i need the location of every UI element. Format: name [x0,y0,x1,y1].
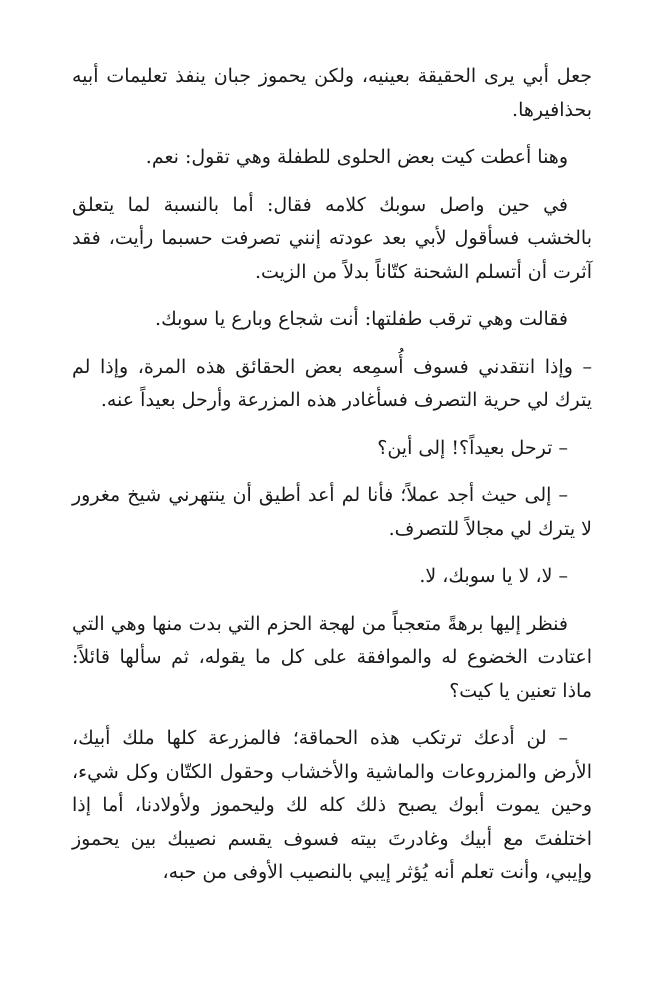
paragraph-narration: فنظر إليها برهةً متعجباً من لهجة الحزم التي بدت منها وهي التي اعتادت الخضوع له والموافقة على كل ما يقوله، ثم سألها قائلاً: ماذا تعنين يا كيت؟ [72,612,592,702]
paragraph-4: فقالت وهي ترقب طفلتها: أنت شجاع وبارع يا سوبك. [155,308,568,330]
paragraph-2: وهنا أعطت كيت بعض الحلوى للطفلة وهي تقول: نعم. [145,146,568,168]
dialog-line-5: – لن أدعك ترتكب هذه الحماقة؛ فالمزرعة كلها ملك أبيك، الأرض والمزروعات والماشية والأخشاب وحقول الكتّان وكل شيء، وحين يموت أبوك يصبح ذلك كله لك وليحموز ولأولادنا، أما إذا اختلفتَ مع أبيك وغادرتَ بيته فسوف يقسم نصيبك بين يحموز وإيبي، وأنت تعلم أنه يُؤثر إيبي بالنصيب الأوفى من حبه، [72,727,592,883]
book-page [72,60,592,904]
paragraph-1: جعل أبي يرى الحقيقة بعينيه، ولكن يحموز جبان ينفذ تعليمات أبيه بحذافيرها. [72,65,592,121]
dialog-line-4: – لا، لا يا سوبك، لا. [419,565,568,587]
dialog-line-2: – ترحل بعيداً؟! إلى أين؟ [377,436,568,459]
paragraph-3: في حين واصل سوبك كلامه فقال: أما بالنسبة لما يتعلق بالخشب فسأقول لأبي بعد عودته إنني تصرفت حسبما رأيت، فقد آثرت أن أتسلم الشحنة كتّاناً بدلاً من الزيت. [72,193,592,283]
dialog-line-3: – إلى حيث أجد عملاً؛ فأنا لم أعد أطيق أن ينتهرني شيخ مغرور لا يترك لي مجالاً للتصرف. [72,484,592,540]
dialog-line-1: – وإذا انتقدني فسوف أُسمِعه بعض الحقائق هذه المرة، وإذا لم يترك لي حرية التصرف فسأغادر هذه المزرعة وأرحل بعيداً عنه. [72,355,592,411]
